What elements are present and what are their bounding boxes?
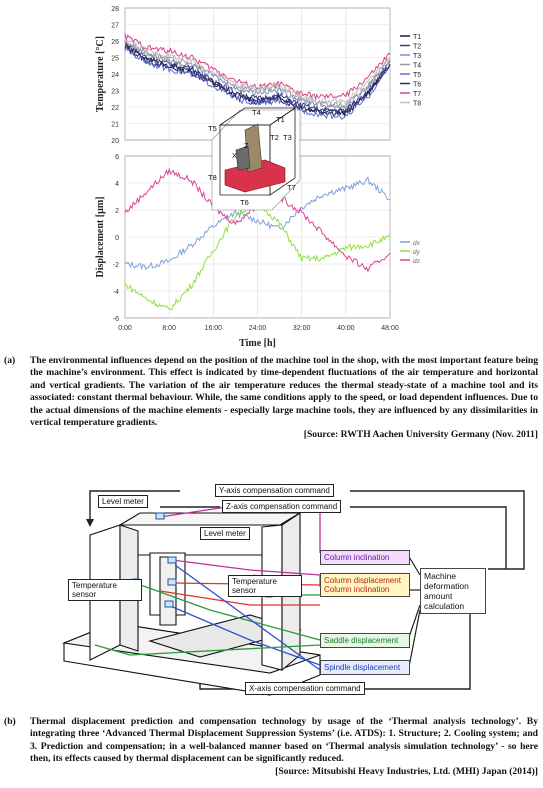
- x-tick-label: 32:00: [292, 325, 311, 332]
- column-inclination-text-2: Column inclination: [324, 585, 390, 594]
- caption-a-text: The environmental influences depend on the position of the machine tool in the shop, with the most important feature being the machine’s environment. This effect is indicated by time-dependent fluctuations of the air temperature and horizontal and vertical gradients. The variation of the air temperature reduces the thermal steady-state of a machine tool and its associated: constant thermal behaviour. While, the same conditions apply to the speed, or load dependent influences. Due to the actual dimensions of the machine elements - especially large machine tools, they are influenced by any dissimilarities in vertical temperature gradients.: [30, 355, 538, 429]
- y-tick-label: 28: [111, 6, 119, 13]
- caption-b-label: (b): [4, 716, 16, 727]
- y-tick-label: 23: [111, 88, 119, 96]
- y-tick-label: 27: [111, 22, 119, 30]
- inset-label-T1: T1: [276, 115, 285, 124]
- x-tick-label: 0:00: [118, 325, 132, 332]
- z-axis-command-box: Z-axis compensation command: [222, 500, 341, 513]
- y-tick-label: 25: [111, 55, 119, 63]
- caption-b-text: Thermal displacement prediction and compensation technology by usage of the ‘Thermal analysis technology’. By integrating three ‘Advanced Thermal Displacement Suppression Systems’ (i.e. ATDS): 1. Structure; 2. Cooling system; and 3. Prediction and compensation; in a well-balanced manner based on ‘Thermal analysis simulation technology’ - so here then, its effects caused by thermal displacement can be significantly reduced.: [30, 716, 538, 765]
- inset-label-T2: T2: [270, 133, 279, 142]
- y-tick-label: 2: [115, 208, 119, 215]
- inset-label-T7: T7: [287, 183, 296, 192]
- legend-label-dy: dy: [413, 249, 420, 256]
- x-tick-label: 40:00: [337, 325, 355, 332]
- caption-b-source: [Source: Mitsubishi Heavy Industries, Ltd. (MHI) Japan (2014)]: [275, 765, 538, 777]
- inset-label-Z: Z: [244, 141, 249, 150]
- legend-label-T2: T2: [413, 43, 422, 51]
- legend-label-T3: T3: [413, 53, 422, 60]
- y-tick-label: 20: [111, 138, 119, 145]
- y-tick-label: 6: [115, 154, 119, 161]
- x-tick-label: 48:00: [381, 325, 399, 332]
- caption-a: [4, 355, 538, 442]
- legend-label-T6: T6: [413, 81, 422, 89]
- y-axis-label: Displacement [µm]: [95, 196, 106, 278]
- column-displacement-box: [320, 573, 410, 597]
- x-tick-label: 16:00: [204, 325, 223, 332]
- y-tick-label: -4: [112, 289, 119, 296]
- level-meter-label-1: Level meter: [98, 495, 148, 508]
- legend-label-T8: T8: [413, 100, 422, 108]
- caption-a-source: [Source: RWTH Aachen University Germany (Nov. 2011]: [303, 429, 538, 441]
- temperature-sensor-label-1: Temperature sensor: [68, 579, 142, 601]
- temperature-sensor-label-2: Temperature sensor: [228, 575, 302, 597]
- y-tick-label: 22: [111, 105, 119, 112]
- machine-inset: [208, 108, 300, 210]
- figure-b-diagram: [0, 465, 543, 700]
- level-meter-label-2: Level meter: [200, 527, 250, 540]
- x-axis-label: Time [h]: [239, 338, 276, 349]
- caption-b: [4, 716, 538, 778]
- y-tick-label: -6: [112, 316, 119, 323]
- machine-deformation-calc-box: Machine deformation amount calculation: [420, 568, 486, 614]
- x-axis-command-box: X-axis compensation command: [245, 682, 365, 695]
- y-axis-label: Temperature [°C]: [95, 36, 106, 112]
- inset-label-X: X: [232, 151, 238, 160]
- column-displacement-text: Column displacement: [324, 576, 401, 585]
- x-tick-label: 8:00: [162, 325, 176, 332]
- y-tick-label: -2: [112, 262, 119, 269]
- legend-label-T1: T1: [413, 34, 422, 41]
- inset-label-T6: T6: [240, 198, 249, 207]
- legend-label-T4: T4: [413, 62, 422, 70]
- legend-label-dx: dx: [413, 240, 420, 247]
- cross-rail-top: [120, 513, 300, 525]
- inset-label-T5: T5: [208, 124, 217, 133]
- saddle-displacement-box: Saddle displacement: [320, 633, 410, 648]
- y-tick-label: 24: [111, 72, 119, 79]
- legend-label-T5: T5: [413, 72, 422, 79]
- figure-a-charts: [0, 0, 543, 352]
- inset-label-T4: T4: [252, 108, 261, 117]
- x-tick-label: 24:00: [248, 325, 267, 332]
- column-inclination-box: Column inclination: [320, 550, 410, 565]
- y-tick-label: 4: [115, 181, 119, 188]
- legend-label-dz: dz: [413, 258, 420, 265]
- spindle-displacement-box: Spindle displacement: [320, 660, 410, 675]
- inset-label-T8: T8: [208, 173, 217, 182]
- y-tick-label: 0: [115, 235, 119, 242]
- caption-a-label: (a): [4, 355, 16, 366]
- legend-label-T7: T7: [413, 91, 422, 98]
- y-axis-command-box: Y-axis compensation command: [215, 484, 334, 497]
- inset-label-T3: T3: [283, 133, 292, 142]
- y-tick-label: 21: [111, 121, 119, 129]
- y-tick-label: 26: [111, 39, 119, 46]
